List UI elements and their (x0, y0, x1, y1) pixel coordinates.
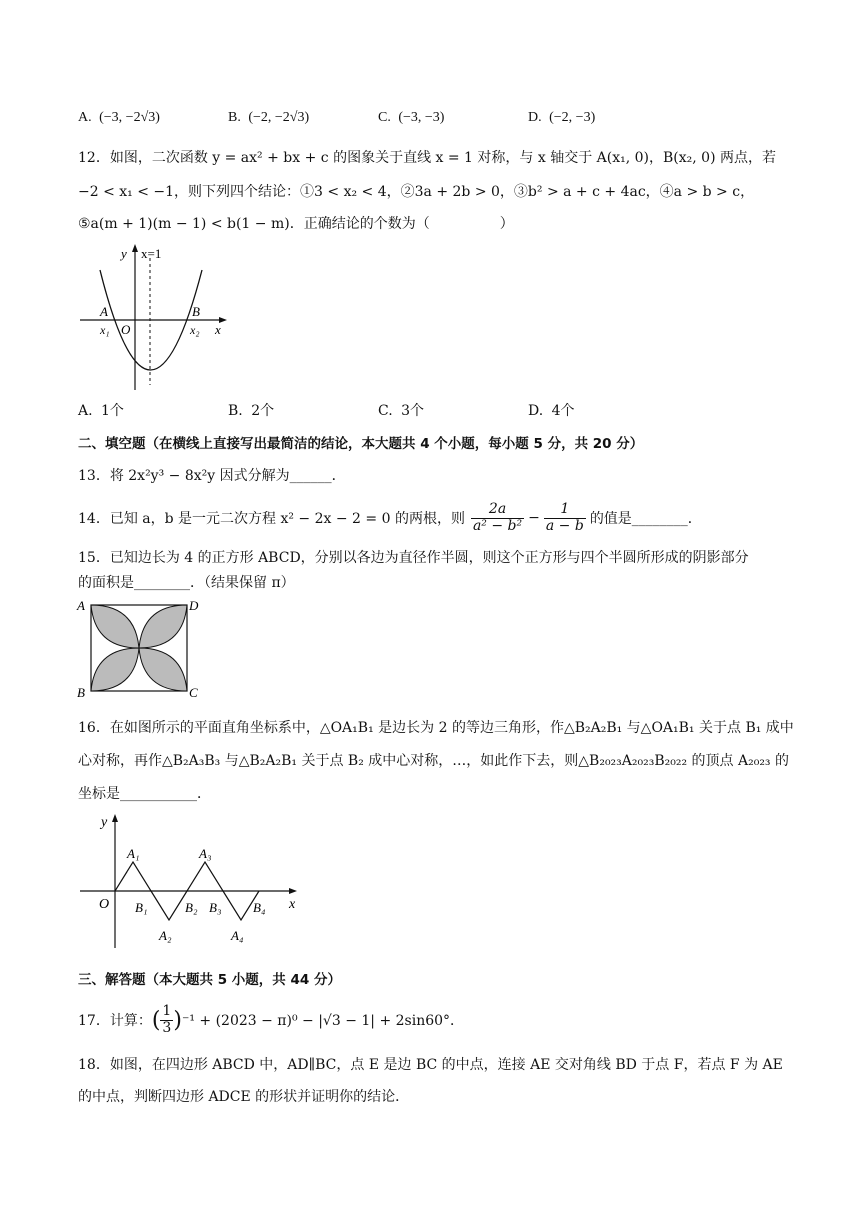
a2-label: A₂ (159, 928, 172, 943)
q13-text: 13．将 2x²y³ − 8x²y 因式分解为______． (78, 468, 346, 484)
fraction-denominator: a − b (545, 517, 584, 534)
q12-option-d (528, 400, 575, 420)
section-2-heading: 二、填空题（在横线上直接写出最简洁的结论，本大题共 4 个小题，每小题 5 分，共 20 分） (78, 436, 644, 452)
q11-option-d (528, 110, 595, 126)
q11-option-a (78, 110, 160, 126)
x2-label: x₂ (190, 323, 200, 337)
option-letter: C. (378, 110, 391, 125)
option-value: (−2, −2√3) (248, 110, 310, 125)
y-axis-arrow (112, 814, 118, 822)
q12-option-c (378, 400, 424, 420)
petal-bottom-right (139, 648, 187, 691)
y-axis-label: y (121, 246, 127, 261)
b4-label: B₄ (253, 900, 266, 915)
b1-label: B₁ (135, 900, 148, 915)
q15-line-1: 15．已知边长为 4 的正方形 ABCD，分别以各边为直径作半圆，则这个正方形与四个半圆所形成的阴影部分 (78, 550, 749, 566)
a3-label: A₃ (199, 846, 212, 861)
minus-sign: − (528, 510, 540, 526)
symmetry-label: x=1 (141, 246, 162, 261)
y-axis-arrow (132, 244, 138, 252)
q16-line-1: 16．在如图所示的平面直角坐标系中，△OA₁B₁ 是边长为 2 的等边三角形，作△B₂A₂B₁ 与△OA₁B₁ 关于点 B₁ 成中 (78, 720, 794, 736)
option-value: 3个 (401, 403, 425, 419)
q16-line-2: 心对称，再作△B₂A₃B₃ 与△B₂A₂B₁ 关于点 B₂ 成中心对称，…，如此作下去，则△B₂₀₂₃A₂₀₂₃B₂₀₂₂ 的顶点 A₂₀₂₃ 的 (78, 753, 789, 769)
a1-label: A₁ (127, 846, 140, 861)
option-letter: D. (528, 403, 544, 419)
origin-label: O (121, 322, 131, 337)
right-paren: ) (173, 1007, 182, 1033)
q12-parabola-figure (75, 240, 235, 395)
q15-square-figure (75, 597, 205, 702)
petal-top-right (139, 605, 187, 648)
fraction-denominator: 3 (162, 1019, 172, 1036)
q11-option-c (378, 110, 444, 126)
option-value: 1个 (101, 403, 124, 419)
q18-line-1: 18．如图，在四边形 ABCD 中，AD∥BC，点 E 是边 BC 的中点，连接 AE 交对角线 BD 于点 F，若点 F 为 AE (78, 1057, 783, 1073)
q14-suffix: 的值是________． (589, 511, 702, 527)
left-paren: ( (151, 1007, 161, 1033)
q11-option-b (228, 110, 309, 126)
q14-prefix: 14．已知 a，b 是一元二次方程 x² − 2x − 2 = 0 的两根，则 (78, 511, 465, 527)
point-a-label: A (100, 304, 108, 319)
option-letter: C. (378, 403, 393, 419)
x1-label: x₁ (100, 323, 110, 337)
q12-option-b (228, 400, 274, 420)
option-value: (−3, −2√3) (99, 110, 160, 125)
option-letter: A. (78, 110, 92, 125)
option-value: (−3, −3) (398, 110, 445, 125)
option-value: 4个 (551, 403, 575, 419)
a4-label: A₄ (231, 928, 244, 943)
option-letter: D. (528, 110, 542, 125)
option-letter: A. (78, 403, 93, 419)
vertex-d-label: D (189, 598, 199, 613)
option-value: 2个 (251, 403, 275, 419)
q17-fraction (160, 1004, 173, 1036)
vertex-b-label: B (77, 685, 85, 700)
q14-fraction-2 (544, 502, 586, 534)
option-letter: B. (228, 403, 243, 419)
fraction-numerator: 2a (471, 502, 524, 518)
q15-line-2: 的面积是________．（结果保留 π） (78, 575, 295, 591)
x-axis-label: x (215, 322, 221, 337)
petal-bottom-left (91, 648, 139, 691)
option-letter: B. (228, 110, 241, 125)
section-3-heading: 三、解答题（本大题共 5 小题，共 44 分） (78, 972, 341, 988)
q14-fraction-1 (471, 502, 524, 534)
q17-text (78, 998, 464, 1042)
origin-label: O (99, 897, 110, 912)
fraction-numerator: 1 (162, 1003, 172, 1020)
q16-triangles-figure (75, 808, 315, 953)
q12-line-1: 12．如图，二次函数 y = ax² + bx + c 的图象关于直线 x = 1 对称，与 x 轴交于 A(x₁, 0)，B(x₂, 0) 两点，若 (78, 150, 776, 166)
vertex-c-label: C (189, 685, 198, 700)
q12-option-a (78, 400, 124, 420)
fraction-numerator: 1 (544, 502, 586, 518)
fraction-denominator: a² − b² (472, 517, 523, 534)
vertex-a-label: A (77, 598, 85, 613)
option-value: (−2, −3) (549, 110, 596, 125)
q18-line-2: 的中点，判断四边形 ADCE 的形状并证明你的结论． (78, 1089, 410, 1105)
q17-prefix: 17．计算： (78, 1013, 152, 1029)
q12-line-2: −2 < x₁ < −1，则下列四个结论：①3 < x₂ < 4，②3a + 2b > 0，③b² > a + c + 4ac，④a > b > c， (78, 184, 755, 200)
y-axis-label: y (101, 815, 108, 830)
q14-text (78, 496, 702, 540)
q17-expression: ⁻¹ + (2023 − π)⁰ − |√3 − 1| + 2sin60°． (181, 1013, 465, 1029)
q12-line-3: ⑤a(m + 1)(m − 1) < b(1 − m)．正确结论的个数为（ ） (78, 216, 514, 232)
x-axis-label: x (289, 897, 296, 912)
petal-top-left (91, 605, 139, 648)
b3-label: B₃ (209, 900, 222, 915)
q16-line-3: 坐标是___________． (78, 786, 211, 802)
point-b-label: B (192, 304, 200, 319)
b2-label: B₂ (185, 900, 198, 915)
x-axis-arrow (289, 888, 297, 894)
